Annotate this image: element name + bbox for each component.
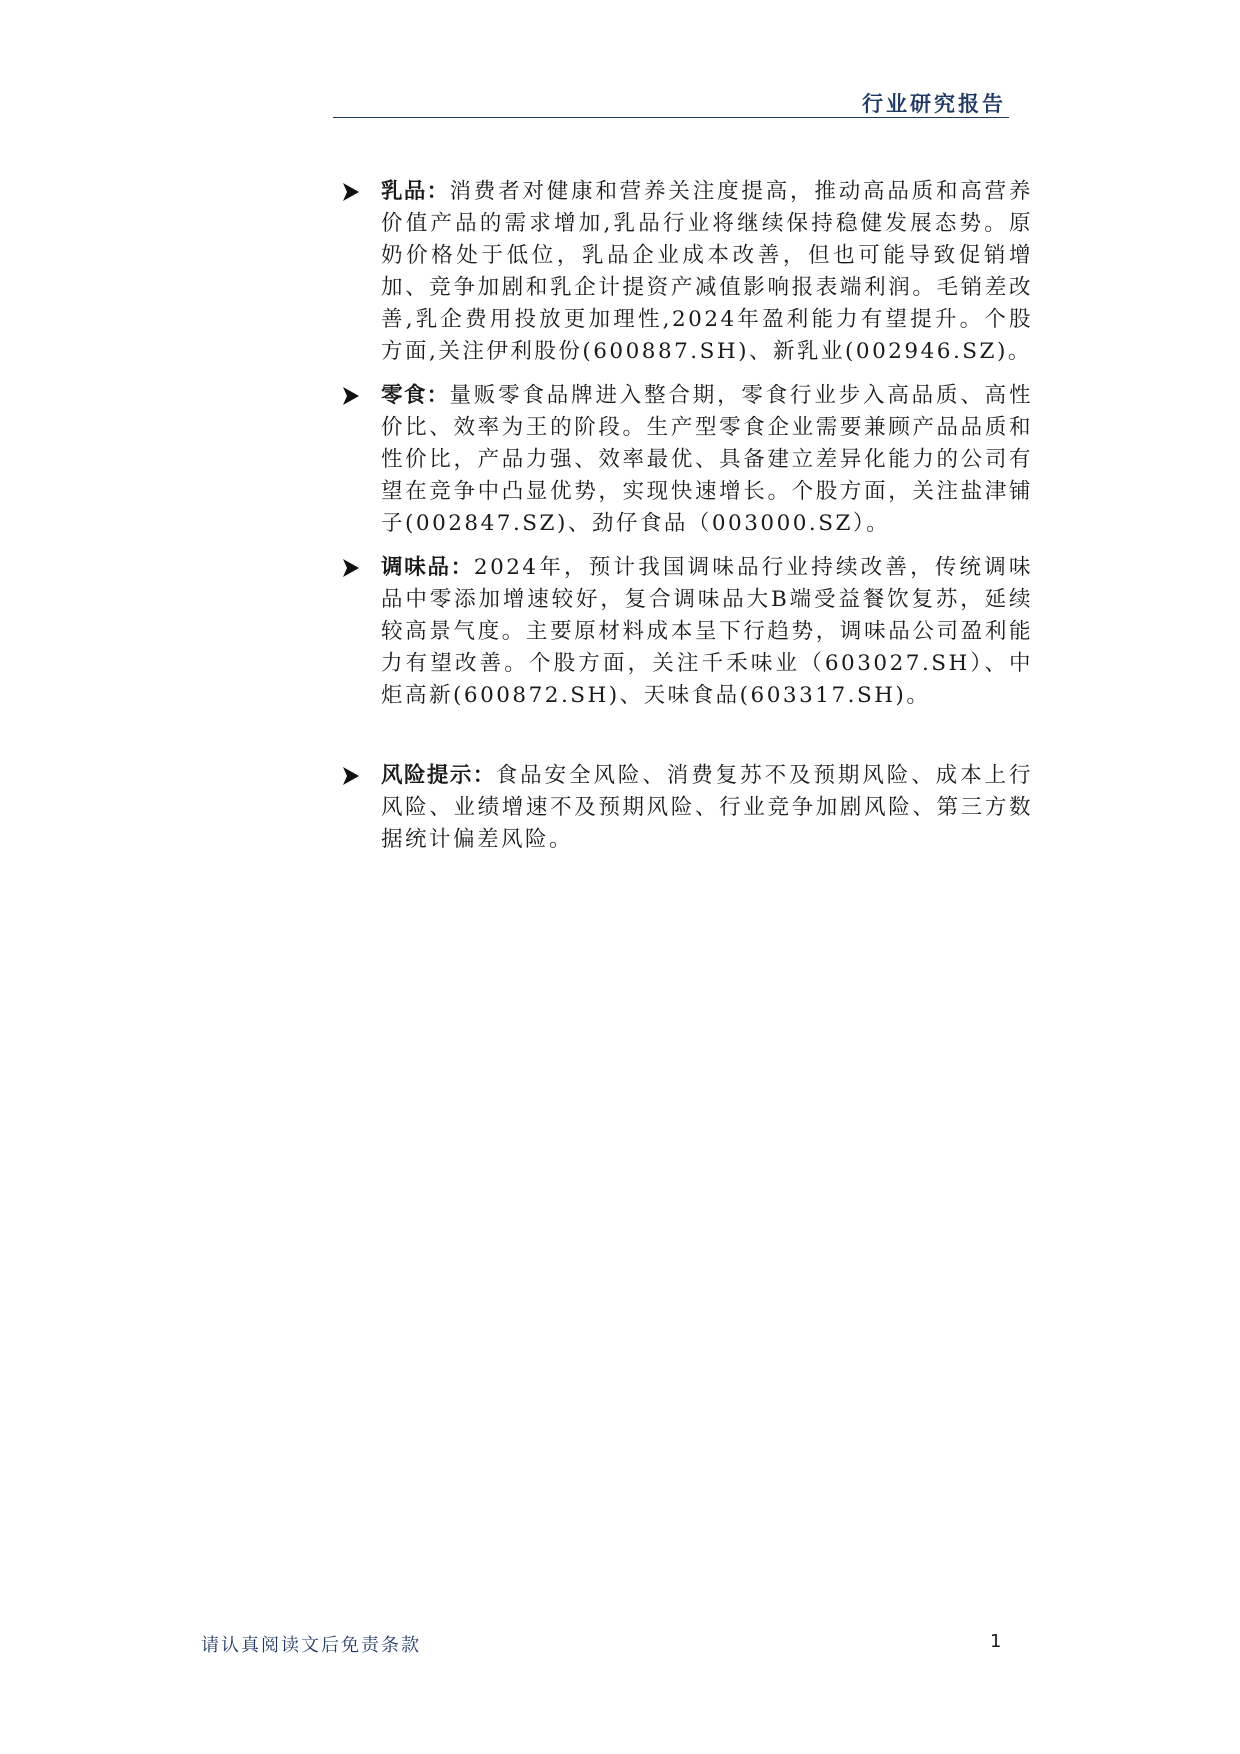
bullet-label: 调味品：	[381, 555, 474, 580]
arrow-bullet-icon	[341, 765, 361, 787]
arrow-bullet-icon	[341, 557, 361, 579]
arrow-bullet-icon	[341, 181, 361, 203]
arrow-bullet-icon	[341, 385, 361, 407]
bullet-label: 风险提示：	[381, 763, 496, 788]
disclaimer-note: 请认真阅读文后免责条款	[201, 1635, 421, 1656]
bullet-body: 消费者对健康和营养关注度提高，推动高品质和高营养价值产品的需求增加,乳品行业将继续保持稳健发展态势。原奶价格处于低位，乳品企业成本改善，但也可能导致促销增加、竞争加剧和乳企计提资产减值影响报表端利润。毛销差改善,乳企费用投放更加理性,2024年盈利能力有望提升。个股方面,关注伊利股份(600887.SH)、新乳业(002946.SZ)。	[381, 179, 1033, 364]
bullet-paragraph	[381, 552, 1033, 712]
header-divider	[333, 117, 1009, 118]
report-type-title: 行业研究报告	[862, 92, 1006, 116]
bullet-body: 食品安全风险、消费复苏不及预期风险、成本上行风险、业绩增速不及预期风险、行业竞争加剧风险、第三方数据统计偏差风险。	[381, 763, 1033, 852]
bullet-list	[333, 176, 1033, 856]
bullet-label: 乳品：	[381, 179, 450, 204]
bullet-item-snacks	[333, 380, 1033, 540]
page-number: 1	[990, 1631, 1002, 1652]
bullet-item-dairy	[333, 176, 1033, 368]
bullet-paragraph	[381, 380, 1033, 540]
bullet-item-condiments	[333, 552, 1033, 712]
bullet-label: 零食：	[381, 383, 450, 408]
bullet-body: 量贩零食品牌进入整合期，零食行业步入高品质、高性价比、效率为王的阶段。生产型零食企业需要兼顾产品品质和性价比，产品力强、效率最优、具备建立差异化能力的公司有望在竞争中凸显优势，实现快速增长。个股方面，关注盐津铺子(002847.SZ)、劲仔食品（003000.SZ）。	[381, 383, 1033, 536]
bullet-item-risks	[333, 760, 1033, 856]
bullet-paragraph	[381, 176, 1033, 368]
bullet-paragraph	[381, 760, 1033, 856]
bullet-body: 2024年，预计我国调味品行业持续改善，传统调味品中零添加增速较好，复合调味品大B端受益餐饮复苏，延续较高景气度。主要原材料成本呈下行趋势，调味品公司盈利能力有望改善。个股方面，关注千禾味业（603027.SH）、中炬高新(600872.SH)、天味食品(603317.SH)。	[381, 555, 1033, 708]
